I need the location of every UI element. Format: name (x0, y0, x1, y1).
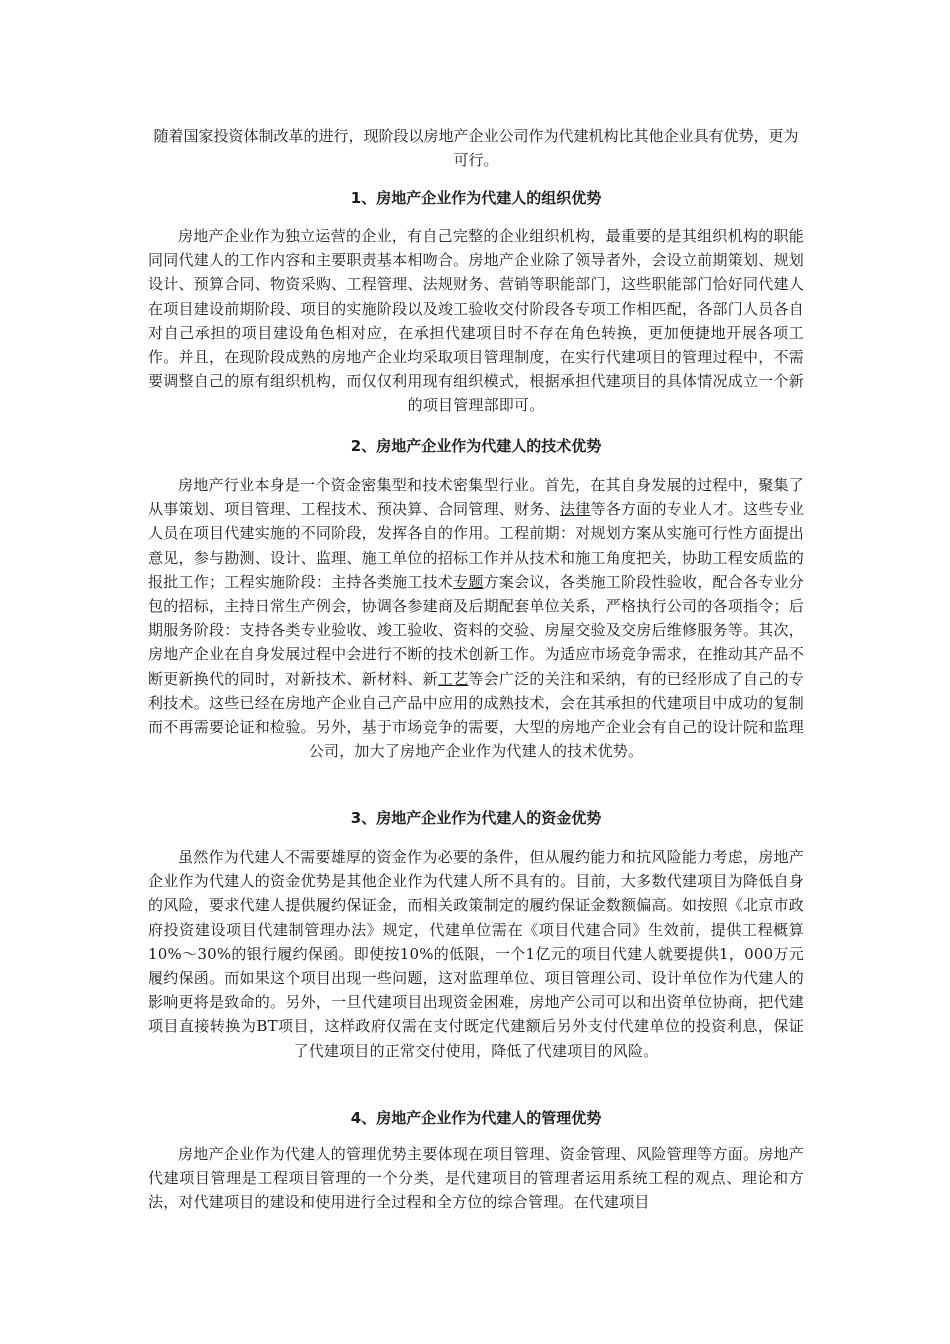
paragraph-text: 房地产行业本身是一个资金密集型和技术密集型行业。首先，在其自身发展的过程中，聚集了从事策划、项目管理、工程技术、预决算、合同管理、财务、 (148, 476, 804, 519)
section-3-paragraph: 虽然作为代建人不需要雄厚的资金作为必要的条件，但从履约能力和抗风险能力考虑，房地产企业作为代建人的资金优势是其他企业作为代建人所不具有的。目前，大多数代建项目为降低自身的风险，要求代建人提供履约保证金，而相关政策制定的履约保证金数额偏高。如按照《北京市政府投资建设项目代建制管理办法》规定，代建单位需在《项目代建合同》生效前，提供工程概算10%～30%的银行履约保函。即使按10%的低限，一个1亿元的项目代建人就要提供1，000万元履约保函。而如果这个项目出现一些问题，这对监理单位、项目管理公司、设计单位作为代建人的影响更将是致命的。另外，一旦代建项目出现资金困难，房地产公司可以和出资单位协商，把代建项目直接转换为BT项目，这样政府仅需在支付既定代建额后另外支付代建单位的投资利息，保证了代建项目的正常交付使用，降低了代建项目的风险。 (148, 848, 804, 1060)
law-link[interactable]: 法律 (559, 500, 591, 519)
craft-link[interactable]: 工艺 (437, 669, 469, 688)
paragraph-text: 方案会议，各类施工阶段性验收，配合各专业分包的招标，主持日常生产例会，协调各参建商及后期配套单位关系，严格执行公司的各项指令；后期服务阶段：支持各类专业验收、竣工验收、资料的交验、房屋交验及交房后维修服务等。其次，房地产企业在自身发展过程中会进行不断的技术创新工作。为适应市场竞争需求，在推动其产品不断更新换代的同时，对新技术、新材料、新 (148, 572, 804, 688)
section-1-heading: 1、房地产企业作为代建人的组织优势 (350, 189, 602, 207)
topic-link[interactable]: 专题 (453, 572, 484, 591)
section-2-paragraph (148, 473, 804, 763)
section-4-heading: 4、房地产企业作为代建人的管理优势 (350, 1109, 602, 1127)
intro-paragraph: 随着国家投资体制改革的进行，现阶段以房地产企业公司作为代建机构比其他企业具有优势，更为可行。 (153, 127, 799, 169)
section-3-heading: 3、房地产企业作为代建人的资金优势 (350, 809, 602, 827)
paragraph-text: 等会广泛的关注和采纳，有的已经形成了自己的专利技术。这些已经在房地产企业自己产品中应用的成熟技术，会在其承担的代建项目中成功的复制而不再需要论证和检验。另外，基于市场竞争的需要，大型的房地产企业会有自己的设计院和监理公司，加大了房地产企业作为代建人的技术优势。 (148, 669, 804, 761)
section-4-paragraph: 房地产企业作为代建人的管理优势主要体现在项目管理、资金管理、风险管理等方面。房地产代建项目管理是工程项目管理的一个分类，是代建项目的管理者运用系统工程的观点、理论和方法，对代建项目的建设和使用进行全过程和全方位的综合管理。在代建项目 (148, 1145, 804, 1212)
section-2-heading: 2、房地产企业作为代建人的技术优势 (350, 437, 602, 455)
section-1-paragraph: 房地产企业作为独立运营的企业，有自己完整的企业组织机构，最重要的是其组织机构的职能同同代建人的工作内容和主要职责基本相吻合。房地产企业除了领导者外，会设立前期策划、规划设计、预算合同、物资采购、工程管理、法规财务、营销等职能部门，这些职能部门恰好同代建人在项目建设前期阶段、项目的实施阶段以及竣工验收交付阶段各专项工作相匹配，各部门人员各自对自己承担的项目建设角色相对应，在承担代建项目时不存在角色转换，更加便捷地开展各项工作。并且，在现阶段成熟的房地产企业均采取项目管理制度，在实行代建项目的管理过程中，不需要调整自己的原有组织机构，而仅仅利用现有组织模式，根据承担代建项目的具体情况成立一个新的项目管理部即可。 (148, 227, 804, 415)
paragraph-text: 等各方面的专业人才。这些专业人员在项目代建实施的不同阶段，发挥各自的作用。工程前期：对规划方案从实施可行性方面提出意见，参与勘测、设计、监理、施工单位的招标工作并从技术和施工角度把关，协助工程安质监的报批工作；工程实施阶段：主持各类施工技术 (148, 500, 804, 591)
